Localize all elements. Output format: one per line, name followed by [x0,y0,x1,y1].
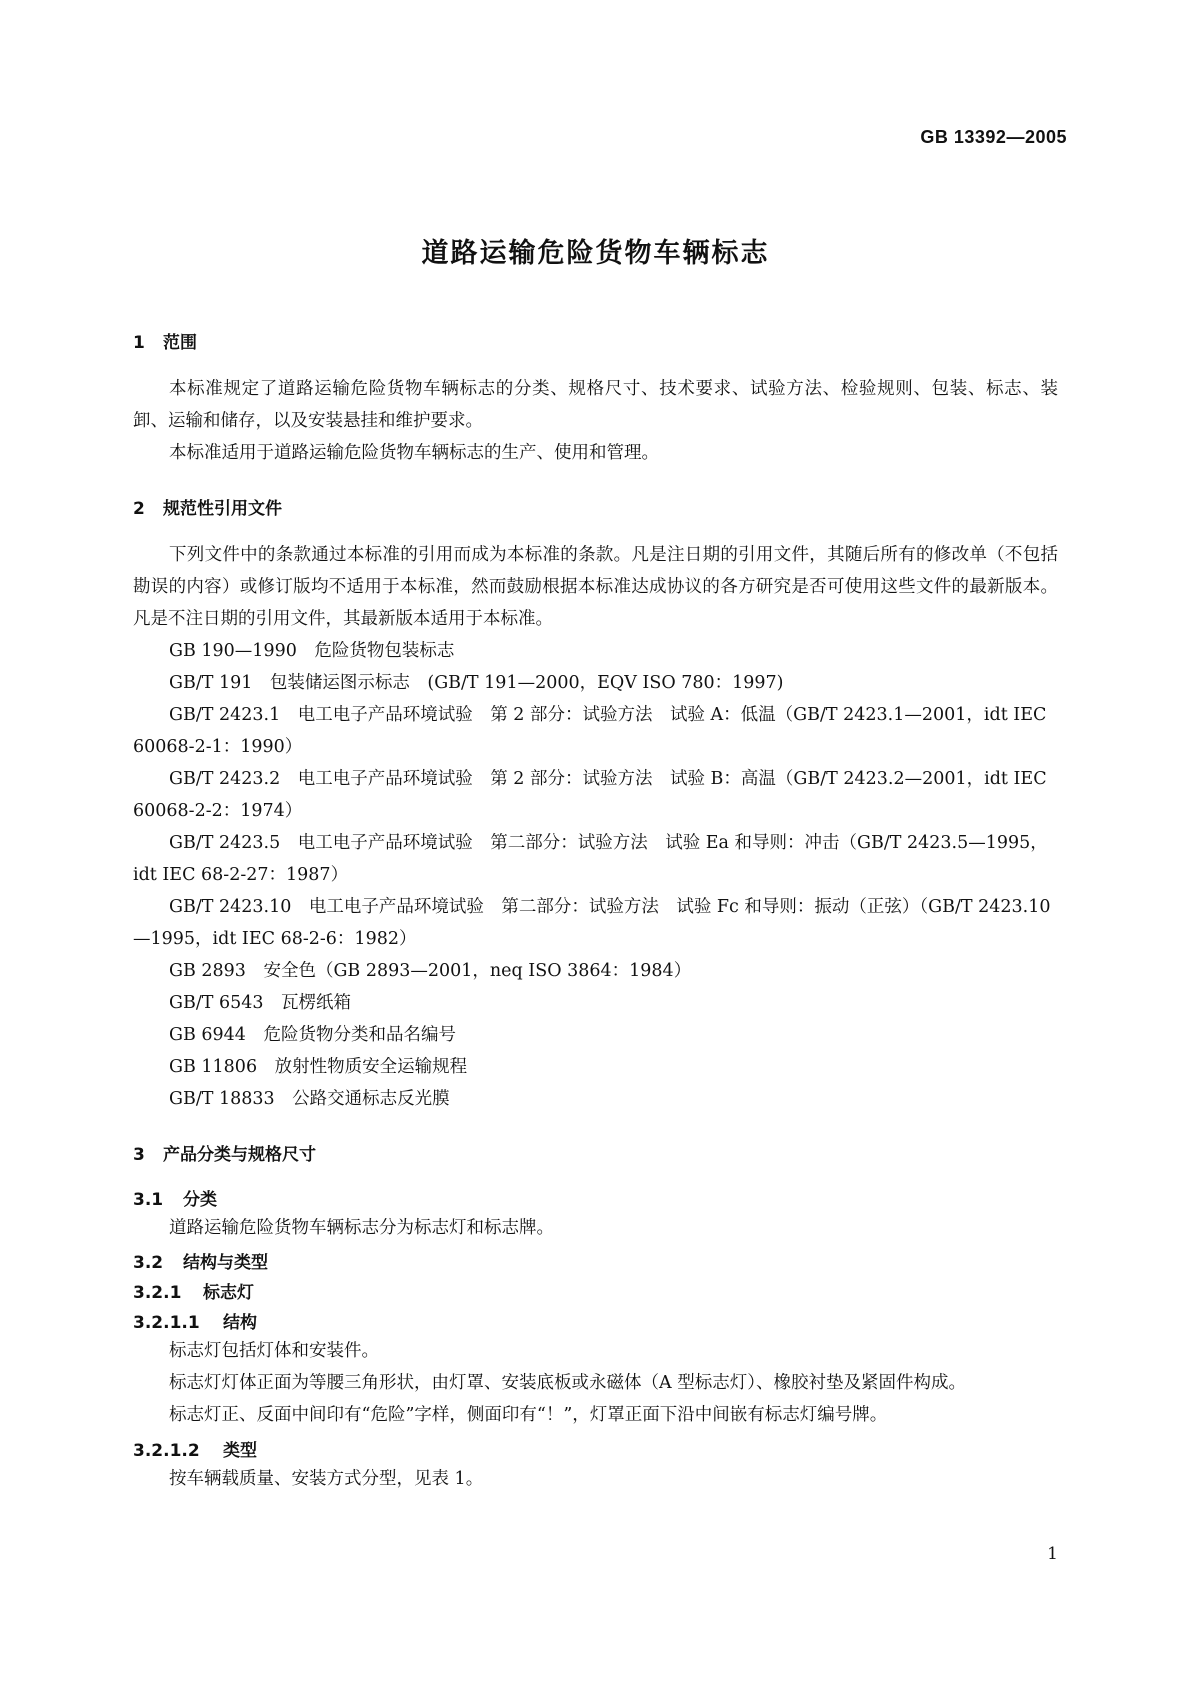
reference-item: GB 190—1990 危险货物包装标志 [169,641,455,661]
reference-item: GB/T 18833 公路交通标志反光膜 [169,1089,450,1109]
section-number: 3 [133,1145,145,1165]
section-number: 3.2 [133,1253,164,1273]
reference-item: GB/T 2423.1 电工电子产品环境试验 第 2 部分：试验方法 试验 A：低温（GB/T 2423.1—2001，idt IEC 60068-2-1：1990） [133,705,1047,757]
document-body [133,328,1058,1495]
paragraph: 按车辆载质量、安装方式分型，见表 1。 [169,1469,484,1489]
section-title: 结构 [223,1313,257,1333]
paragraph: 标志灯灯体正面为等腰三角形状，由灯罩、安装底板或永磁体（A 型标志灯）、橡胶衬垫及紧固件构成。 [169,1373,966,1393]
section-number: 2 [133,499,145,519]
section-number: 3.2.1 [133,1283,182,1303]
reference-item: GB/T 2423.2 电工电子产品环境试验 第 2 部分：试验方法 试验 B：高温（GB/T 2423.2—2001，idt IEC 60068-2-2：1974） [133,769,1047,821]
paragraph: 标志灯正、反面中间印有“危险”字样，侧面印有“！”，灯罩正面下沿中间嵌有标志灯编号牌。 [169,1405,888,1425]
section-1-heading [133,328,1058,353]
paragraph: 本标准适用于道路运输危险货物车辆标志的生产、使用和管理。 [169,443,659,463]
reference-item: GB 6944 危险货物分类和品名编号 [169,1025,456,1045]
section-3-heading [133,1140,1058,1165]
section-title: 范围 [163,333,197,353]
reference-item: GB 2893 安全色（GB 2893—2001，neq ISO 3864：1984） [169,961,692,981]
subsection-3-2-1-1-heading [133,1308,1058,1333]
document-title: 道路运输危险货物车辆标志 [421,238,770,269]
paragraph: 下列文件中的条款通过本标准的引用而成为本标准的条款。凡是注日期的引用文件，其随后所有的修改单（不包括勘误的内容）或修订版均不适用于本标准，然而鼓励根据本标准达成协议的各方研究是否可使用这些文件的最新版本。凡是不注日期的引用文件，其最新版本适用于本标准。 [133,545,1058,629]
section-2-heading [133,494,1058,519]
subsection-3-2-1-heading [133,1278,1058,1303]
standard-code: GB 13392—2005 [920,127,1067,147]
reference-item: GB 11806 放射性物质安全运输规程 [169,1057,468,1077]
subsection-3-2-1-2-heading [133,1436,1058,1461]
section-title: 分类 [183,1190,217,1210]
section-number: 3.1 [133,1190,164,1210]
section-number: 1 [133,333,145,353]
section-title: 标志灯 [203,1283,254,1303]
reference-item: GB/T 191 包装储运图示标志 (GB/T 191—2000，EQV ISO 780：1997) [169,673,784,693]
paragraph: 标志灯包括灯体和安装件。 [169,1341,379,1361]
subsection-3-1-heading [133,1185,1058,1210]
section-title: 产品分类与规格尺寸 [163,1145,316,1165]
section-title: 规范性引用文件 [163,499,282,519]
section-title: 类型 [223,1441,257,1461]
paragraph: 本标准规定了道路运输危险货物车辆标志的分类、规格尺寸、技术要求、试验方法、检验规则、包装、标志、装卸、运输和储存，以及安装悬挂和维护要求。 [133,379,1058,431]
paragraph: 道路运输危险货物车辆标志分为标志灯和标志牌。 [169,1218,554,1238]
section-title: 结构与类型 [183,1253,268,1273]
reference-item: GB/T 6543 瓦楞纸箱 [169,993,352,1013]
reference-item: GB/T 2423.10 电工电子产品环境试验 第二部分：试验方法 试验 Fc 和导则：振动（正弦）（GB/T 2423.10—1995，idt IEC 68-2-6：1982） [133,897,1051,949]
reference-item: GB/T 2423.5 电工电子产品环境试验 第二部分：试验方法 试验 Ea 和导则：冲击（GB/T 2423.5—1995，idt IEC 68-2-27：1987） [133,833,1048,885]
page-number: 1 [1047,1544,1058,1564]
section-number: 3.2.1.1 [133,1313,200,1333]
section-number: 3.2.1.2 [133,1441,200,1461]
subsection-3-2-heading [133,1248,1058,1273]
